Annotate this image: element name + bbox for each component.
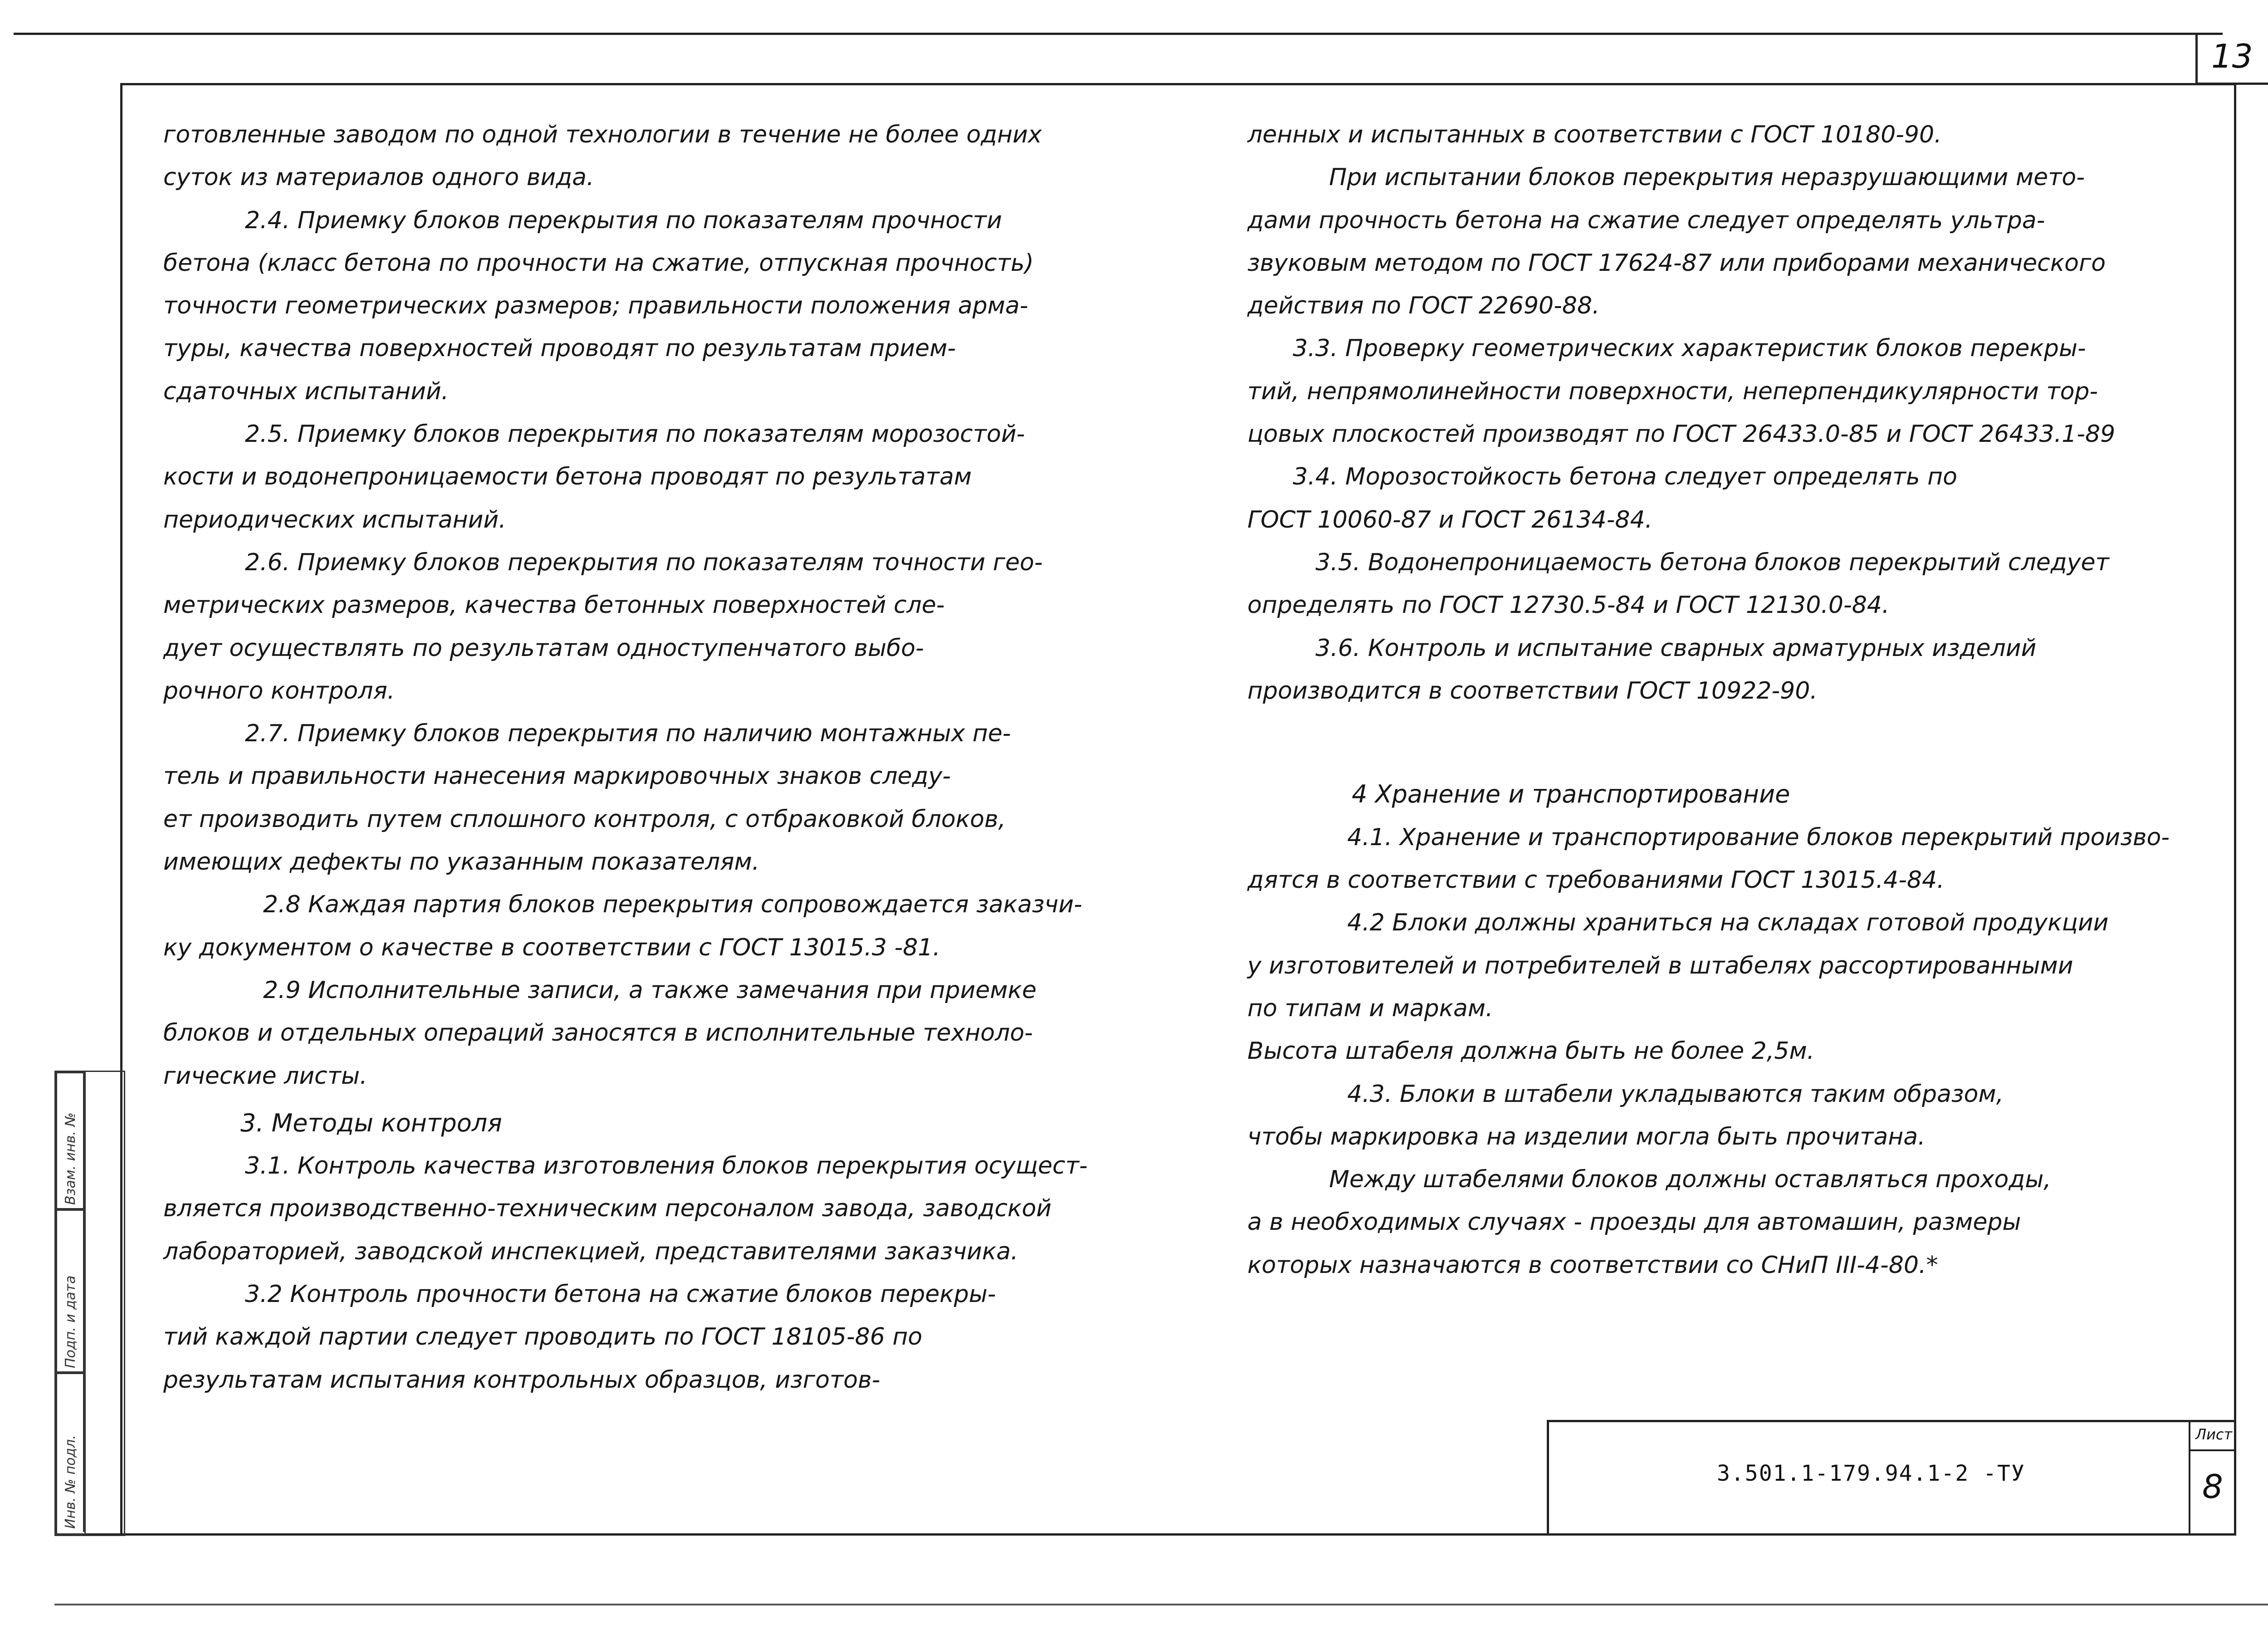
text-line: 2.8 Каждая партия блоков перекрытия сопровождается заказчи-: [263, 891, 1082, 919]
text-line: периодических испытаний.: [163, 506, 506, 533]
page-number: 13: [2211, 37, 2253, 75]
text-line: блоков и отдельных операций заносятся в исполнительные техноло-: [163, 1019, 1033, 1047]
right-column: [1247, 113, 2223, 1287]
frame-top-line: [14, 33, 2223, 35]
title-block-divider-v: [2189, 1422, 2190, 1533]
title-block: [1547, 1420, 2234, 1533]
text-line: тий каждой партии следует проводить по ГОСТ 18105-86 по: [163, 1323, 923, 1351]
text-line: Высота штабеля должна быть не более 2,5м.: [1247, 1037, 1815, 1065]
text-line: [1247, 712, 2223, 755]
text-line: результатам испытания контрольных образцов, изготов-: [163, 1366, 880, 1394]
text-line: лабораторией, заводской инспекцией, представителями заказчика.: [163, 1238, 1018, 1265]
text-line: бетона (класс бетона по прочности на сжатие, отпускная прочность): [163, 249, 1034, 277]
text-line: тель и правильности нанесения маркировочных знаков следу-: [163, 763, 951, 790]
text-line: туры, качества поверхностей проводят по результатам прием-: [163, 335, 956, 362]
text-line: ГОСТ 10060-87 и ГОСТ 26134-84.: [1247, 506, 1653, 533]
title-block-divider-h: [2189, 1449, 2234, 1451]
text-line: 2.6. Приемку блоков перекрытия по показателям точности гео-: [245, 548, 1043, 576]
text-line: точности геометрических размеров; правильности положения арма-: [163, 292, 1028, 320]
text-line: которых назначаются в соответствии со СНиП III-4-80.*: [1247, 1251, 1938, 1279]
page-number-box: [2195, 33, 2268, 85]
text-line: у изготовителей и потребителей в штабелях рассортированными: [1247, 952, 2073, 979]
text-line: готовленные заводом по одной технологии в течение не более одних: [163, 121, 1042, 148]
sheet-label: Лист: [2195, 1426, 2233, 1443]
text-line: действия по ГОСТ 22690-88.: [1247, 292, 1600, 320]
text-line: 4.1. Хранение и транспортирование блоков перекрытий произво-: [1347, 823, 2170, 851]
sidebar-divider: [83, 1072, 84, 1532]
text-line: 3.1. Контроль качества изготовления блоков перекрытия осущест-: [245, 1152, 1088, 1180]
text-line: сдаточных испытаний.: [163, 377, 449, 405]
text-line: вляется производственно-техническим персоналом завода, заводской: [163, 1195, 1052, 1223]
text-line: производится в соответствии ГОСТ 10922-90.: [1247, 677, 1818, 705]
left-column: [163, 113, 1179, 1401]
text-line: дами прочность бетона на сжатие следует определять ультра-: [1247, 206, 2045, 234]
sidebar-label-2: Подп. и дата: [63, 1275, 78, 1368]
text-line: 3.5. Водонепроницаемость бетона блоков перекрытий следует: [1315, 548, 2109, 576]
text-line: гические листы.: [163, 1062, 367, 1090]
frame-lower-line: [54, 1604, 2268, 1605]
text-line: 3.6. Контроль и испытание сварных арматурных изделий: [1315, 634, 2037, 662]
sheet-number: 8: [2202, 1468, 2223, 1506]
section-heading-3: 3. Методы контроля: [240, 1108, 502, 1137]
text-line: имеющих дефекты по указанным показателям.: [163, 848, 760, 876]
sidebar-label-1: Инв. № подл.: [63, 1435, 78, 1529]
text-line: 3.2 Контроль прочности бетона на сжатие блоков перекры-: [245, 1281, 996, 1308]
text-line: 2.4. Приемку блоков перекрытия по показателям прочности: [245, 206, 1002, 234]
text-line: суток из материалов одного вида.: [163, 164, 594, 191]
text-line: Между штабелями блоков должны оставляться проходы,: [1329, 1166, 2051, 1194]
text-line: 2.7. Приемку блоков перекрытия по наличию монтажных пе-: [245, 720, 1011, 748]
text-line: метрических размеров, качества бетонных поверхностей сле-: [163, 592, 945, 619]
text-line: 4.3. Блоки в штабели укладываются таким образом,: [1347, 1080, 2004, 1108]
text-line: а в необходимых случаях - проезды для автомашин, размеры: [1247, 1209, 2021, 1236]
text-line: рочного контроля.: [163, 677, 395, 705]
text-line: кости и водонепроницаемости бетона проводят по результатам: [163, 463, 972, 491]
frame-inner-top-line: [122, 83, 2236, 85]
text-line: тий, непрямолинейности поверхности, неперпендикулярности тор-: [1247, 377, 2098, 405]
text-line: дует осуществлять по результатам одноступенчатого выбо-: [163, 634, 924, 662]
sidebar-cell-2: [56, 1208, 86, 1374]
sidebar-stamp: [54, 1071, 125, 1536]
text-line: дятся в соответствии с требованиями ГОСТ 13015.4-84.: [1247, 866, 1945, 894]
text-line: по типам и маркам.: [1247, 994, 1493, 1022]
text-line: ку документом о качестве в соответствии с ГОСТ 13015.3 -81.: [163, 934, 941, 961]
section-heading-4: 4 Хранение и транспортирование: [1352, 780, 1790, 809]
sidebar-label-3: Взам. инв. №: [63, 1112, 78, 1205]
text-line: ет производить путем сплошного контроля, с отбраковкой блоков,: [163, 805, 1006, 833]
text-line: 4.2 Блоки должны храниться на складах готовой продукции: [1347, 909, 2109, 937]
text-line: чтобы маркировка на изделии могла быть прочитана.: [1247, 1123, 1926, 1150]
text-line: ленных и испытанных в соответствии с ГОСТ 10180-90.: [1247, 121, 1942, 148]
text-line: 2.5. Приемку блоков перекрытия по показателям морозостой-: [245, 421, 1025, 448]
sidebar-cell-1: [56, 1072, 86, 1211]
frame-right-line: [2234, 83, 2236, 1535]
text-line: цовых плоскостей производят по ГОСТ 26433.0-85 и ГОСТ 26433.1-89: [1247, 421, 2116, 448]
text-line: При испытании блоков перекрытия неразрушающими мето-: [1329, 164, 2085, 191]
text-line: 2.9 Исполнительные записи, а также замечания при приемке: [263, 976, 1037, 1004]
sidebar-cell-3: [56, 1371, 86, 1535]
text-line: 3.3. Проверку геометрических характеристик блоков перекры-: [1293, 335, 2086, 362]
frame-bottom-line: [54, 1533, 2236, 1536]
text-line: звуковым методом по ГОСТ 17624-87 или приборами механического: [1247, 249, 2106, 277]
document-code: 3.501.1-179.94.1-2 -ТУ: [1717, 1461, 2025, 1486]
text-line: 3.4. Морозостойкость бетона следует определять по: [1293, 463, 1957, 491]
text-line: определять по ГОСТ 12730.5-84 и ГОСТ 12130.0-84.: [1247, 592, 1890, 619]
